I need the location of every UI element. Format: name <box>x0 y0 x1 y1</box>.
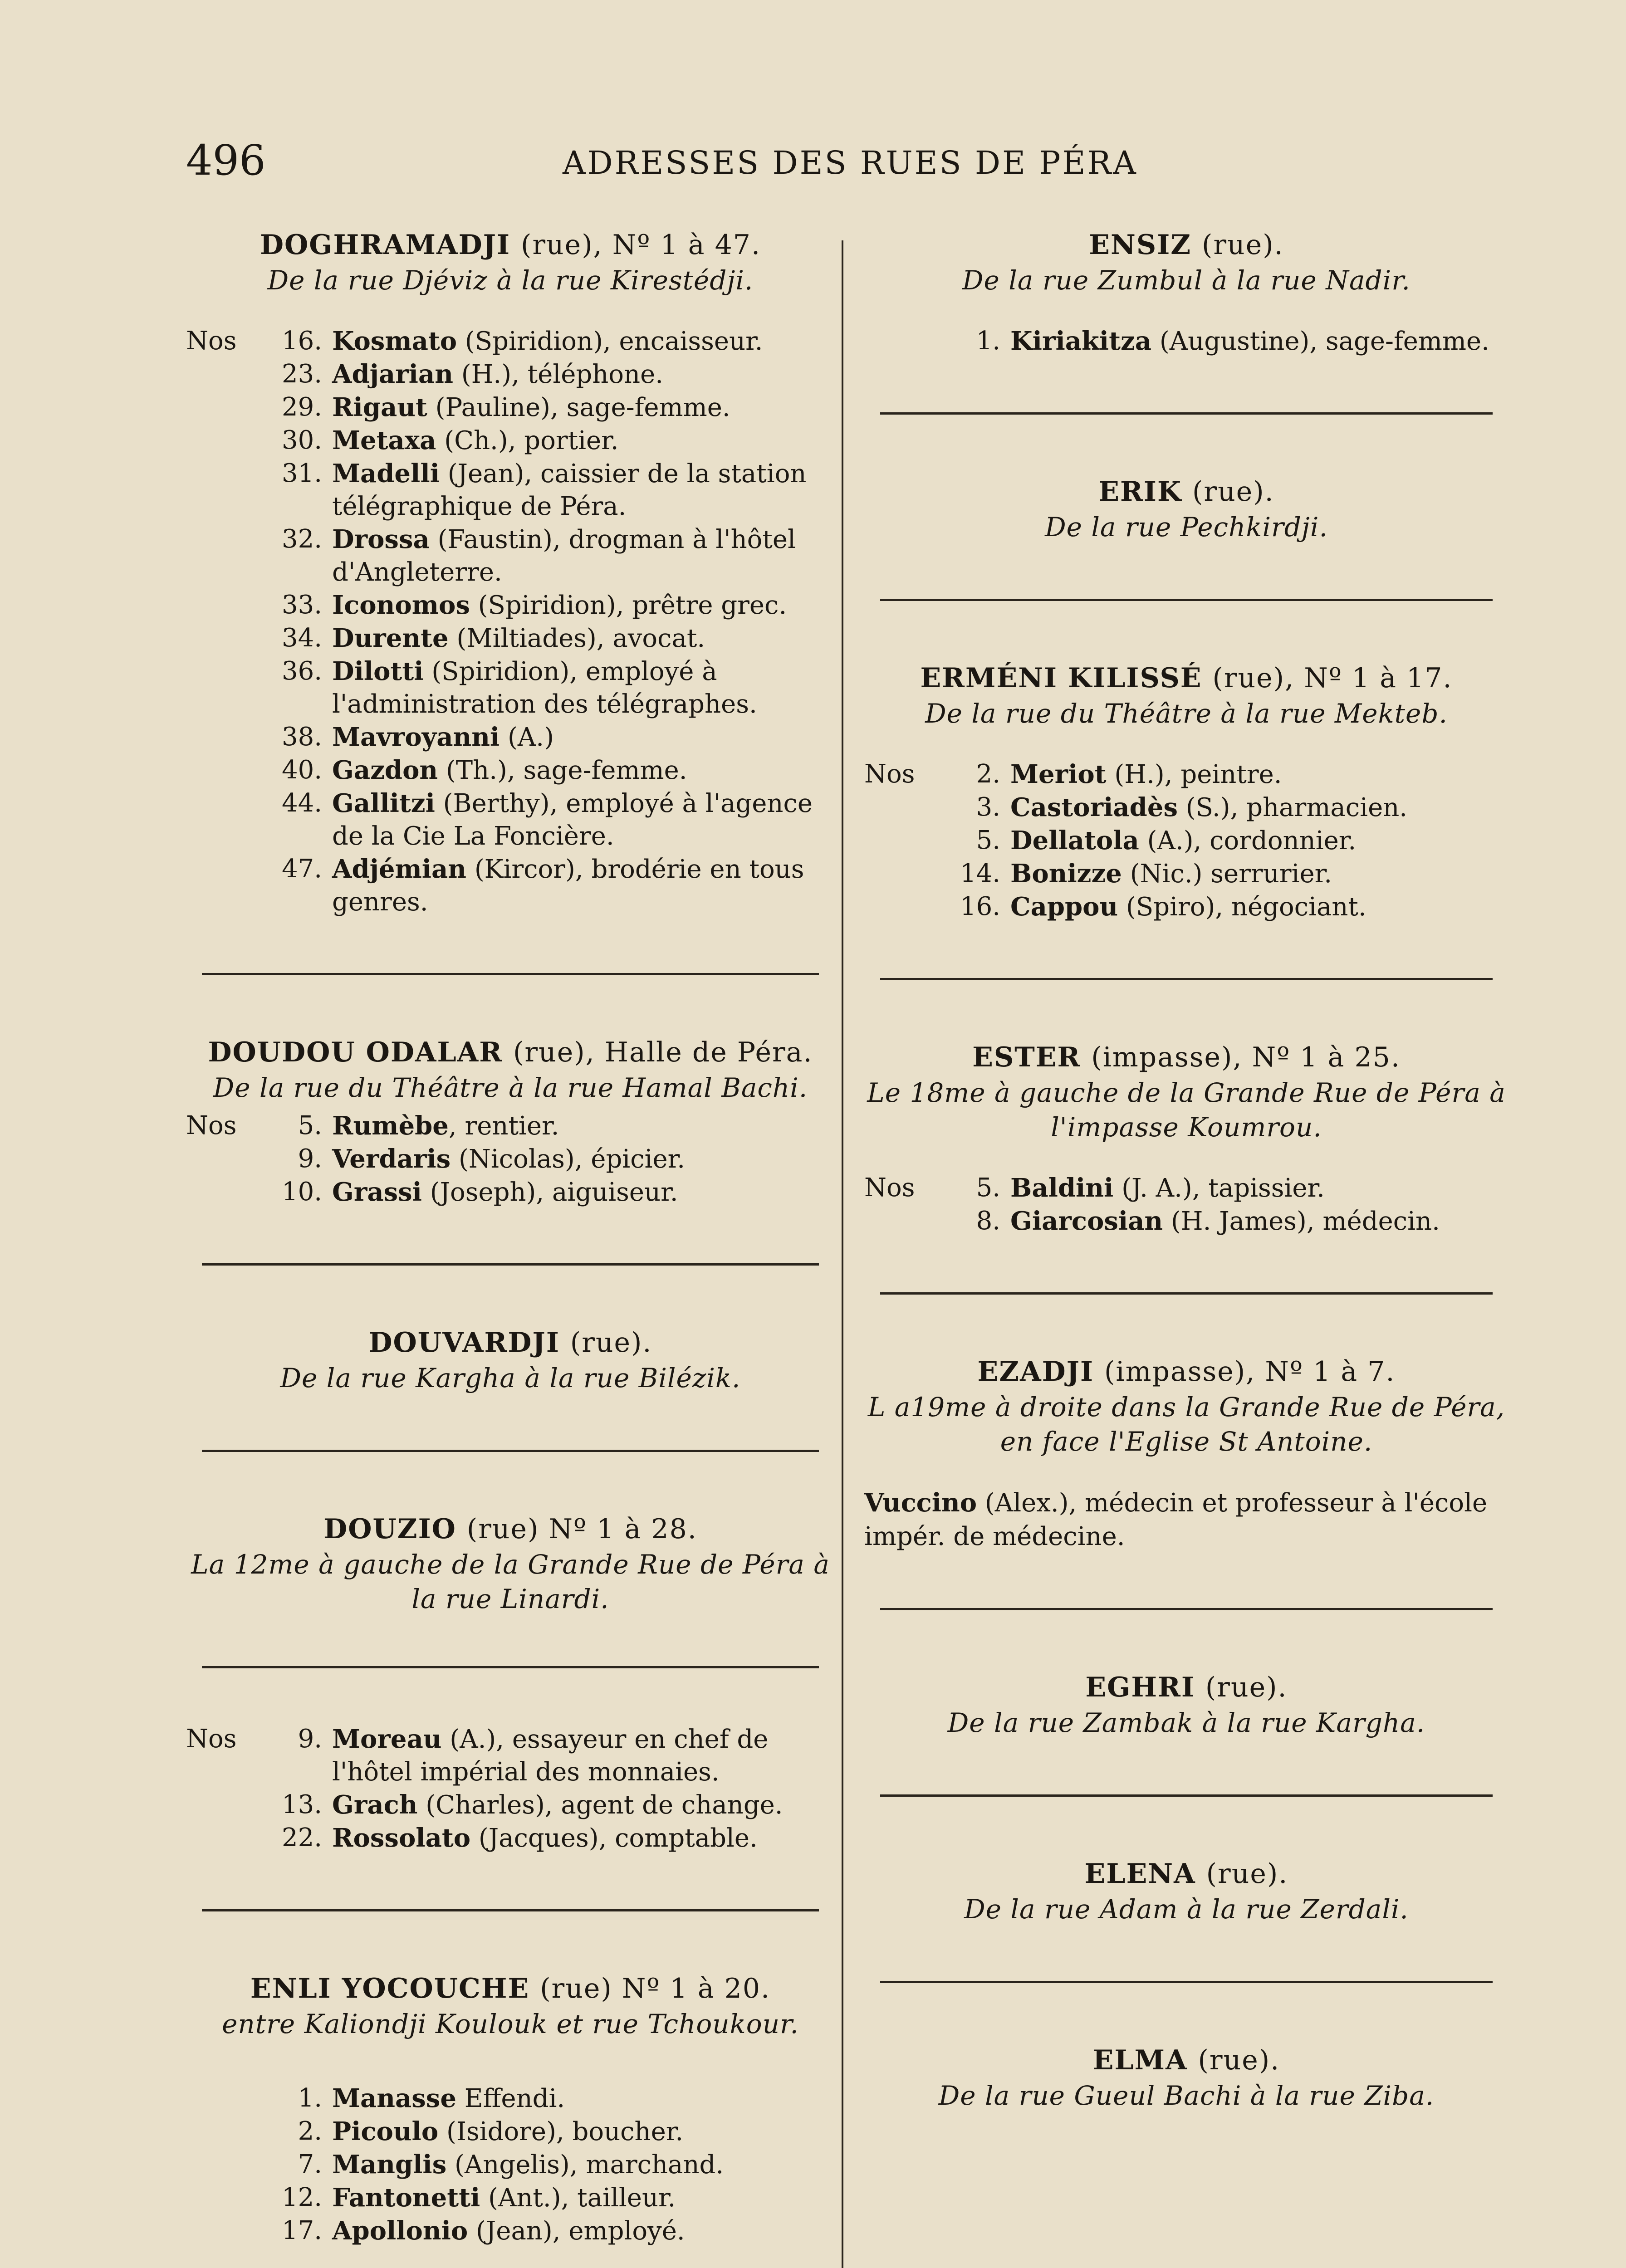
street-info: (impasse), Nº 1 à 25. <box>1091 1041 1401 1073</box>
divider <box>202 973 819 975</box>
street-subtitle: De la rue Gueul Bachi à la rue Ziba. <box>938 2080 1435 2111</box>
column-divider <box>842 240 843 2268</box>
entry-list <box>864 1172 1508 1238</box>
entry-row <box>186 523 835 589</box>
street-info: (rue), Nº 1 à 47. <box>520 229 761 261</box>
entry-name: Gallitzi <box>332 788 435 818</box>
street-info: (rue). <box>1198 2044 1280 2076</box>
entry-text <box>332 523 835 589</box>
entry-name: Kiriakitza <box>1010 326 1152 356</box>
entry-row <box>186 589 835 622</box>
entry-name: Verdaris <box>332 1144 451 1174</box>
entry-details: (Angelis), marchand. <box>446 2150 724 2180</box>
entry-details: (Pauline), sage-femme. <box>427 393 730 422</box>
entry-list <box>864 758 1508 924</box>
entry-text <box>1010 791 1508 824</box>
street-title <box>864 660 1508 696</box>
entry-name: Grach <box>332 1790 418 1820</box>
right-column <box>864 227 1508 2113</box>
entry-prefix <box>186 655 259 721</box>
entry-row <box>186 391 835 424</box>
street-ezadji <box>864 1354 1508 1554</box>
entry-details: (A.) <box>500 723 554 752</box>
entry-text <box>332 391 835 424</box>
street-info: (rue). <box>1206 1858 1288 1890</box>
entry-number: 12. <box>281 2183 322 2212</box>
entry-details: (Jacques), comptable. <box>470 1823 758 1853</box>
entry-prefix <box>186 523 259 589</box>
entry-name: Meriot <box>1010 759 1107 789</box>
entry-number: 5. <box>976 1173 1000 1202</box>
entry-text <box>332 358 835 391</box>
entry-details: (Augustine), sage-femme. <box>1151 327 1489 356</box>
entry-text <box>332 721 835 754</box>
entry-row <box>864 791 1508 824</box>
street-name: DOUZIO <box>323 1513 456 1545</box>
entry-number: 13. <box>281 1790 322 1819</box>
entry-number: 9. <box>298 1144 322 1173</box>
entry-number: 5. <box>298 1111 322 1140</box>
entry-row <box>864 824 1508 857</box>
street-name: ERIK <box>1098 476 1182 508</box>
street-ester <box>864 1039 1508 1238</box>
entry-row <box>186 1110 835 1143</box>
entry-prefix <box>186 2082 259 2115</box>
street-subtitle: De la rue du Théâtre à la rue Mekteb. <box>925 698 1448 729</box>
entry-prefix: Nos <box>864 1173 915 1202</box>
entry-row <box>864 1172 1508 1205</box>
entry-name: Cappou <box>1010 892 1118 922</box>
entry-details: (Jean), employé. <box>468 2216 685 2246</box>
entry-text <box>332 1822 835 1855</box>
entry-number: 5. <box>976 826 1000 855</box>
entry-prefix <box>186 754 259 787</box>
entry-prefix <box>186 2115 259 2148</box>
street-name: ELMA <box>1092 2044 1188 2076</box>
entry-number: 10. <box>281 1177 322 1207</box>
street-name: ERMÉNI KILISSÉ <box>920 662 1202 694</box>
entry-text <box>332 622 835 655</box>
entry-row <box>186 787 835 853</box>
divider <box>202 1666 819 1668</box>
entry-name: Adjarian <box>332 359 453 389</box>
street-subtitle: De la rue Pechkirdji. <box>1045 512 1328 543</box>
street-doudou-odalar <box>186 1034 835 1209</box>
divider <box>202 1909 819 1911</box>
page-number: 496 <box>186 136 266 185</box>
resident-details: (Alex.), médecin et professeur à l'école impér. de médecine. <box>864 1488 1488 1551</box>
entry-prefix <box>186 424 259 457</box>
entry-details: (Nic.) serrurier. <box>1122 859 1332 889</box>
entry-details: (H.), téléphone. <box>453 360 664 389</box>
entry-text <box>332 754 835 787</box>
entry-list <box>864 325 1508 358</box>
resident-name: Vuccino <box>864 1488 977 1518</box>
entry-number: 44. <box>281 788 322 818</box>
street-doghramadji <box>186 227 835 919</box>
entry-name: Gazdon <box>332 755 438 785</box>
entry-details: (Spiro), négociant. <box>1118 892 1366 922</box>
entry-number: 29. <box>281 392 322 422</box>
divider <box>880 412 1493 415</box>
entry-details: (Isidore), boucher. <box>438 2117 684 2146</box>
entry-text <box>1010 1172 1508 1205</box>
street-info: (rue) Nº 1 à 20. <box>540 1973 771 2004</box>
entry-details: (S.), pharmacien. <box>1177 793 1408 822</box>
entry-row <box>186 2115 835 2148</box>
entry-row <box>186 1176 835 1209</box>
street-name: EGHRI <box>1085 1672 1195 1703</box>
entry-text <box>332 1176 835 1209</box>
running-title: ADRESSES DES RUES DE PÉRA <box>563 144 1138 181</box>
street-name: ESTER <box>972 1041 1081 1073</box>
entry-row <box>186 424 835 457</box>
entry-name: Giarcosian <box>1010 1206 1163 1236</box>
resident-paragraph <box>864 1486 1508 1554</box>
entry-name: Durente <box>332 623 449 653</box>
entry-prefix <box>186 2181 259 2214</box>
entry-name: Rossolato <box>332 1823 471 1853</box>
entry-number: 2. <box>976 759 1000 789</box>
street-subtitle: De la rue Kargha à la rue Bilézik. <box>280 1363 741 1393</box>
entry-prefix <box>186 457 259 523</box>
entry-prefix: Nos <box>186 1111 237 1140</box>
street-name: ENLI YOCOUCHE <box>250 1973 530 2004</box>
entry-number: 36. <box>281 656 322 686</box>
street-name: ENSIZ <box>1089 229 1192 261</box>
entry-details: , rentier. <box>448 1111 559 1141</box>
entry-row <box>186 358 835 391</box>
entry-number: 8. <box>976 1206 1000 1236</box>
divider <box>202 1263 819 1266</box>
street-title <box>864 1354 1508 1390</box>
street-name: DOUVARDJI <box>368 1327 560 1359</box>
entry-details: (Ch.), portier. <box>436 426 619 455</box>
entry-details: (Nicolas), épicier. <box>451 1144 686 1174</box>
street-name: ELENA <box>1084 1858 1196 1890</box>
entry-row <box>864 857 1508 890</box>
street-info: (rue). <box>570 1327 652 1359</box>
entry-name: Dellatola <box>1010 826 1139 855</box>
entry-name: Fantonetti <box>332 2183 480 2213</box>
street-info: (rue). <box>1201 229 1284 261</box>
entry-prefix <box>186 1143 259 1176</box>
entry-row <box>186 655 835 721</box>
street-ensiz <box>864 227 1508 358</box>
entry-number: 9. <box>298 1724 322 1754</box>
entry-text <box>1010 758 1508 791</box>
entry-prefix <box>186 2148 259 2181</box>
entry-details: (Jean), caissier de la station télégraphique de Péra. <box>332 459 807 521</box>
street-title <box>186 1511 835 1547</box>
entry-number: 23. <box>281 359 322 389</box>
entry-number: 14. <box>960 859 1000 888</box>
entry-prefix <box>186 1822 259 1855</box>
entry-details: (Kircor), brodérie en tous genres. <box>332 855 804 917</box>
street-elena <box>864 1856 1508 1926</box>
street-douvardji <box>186 1325 835 1395</box>
entry-number: 38. <box>281 722 322 752</box>
divider <box>880 1794 1493 1797</box>
entry-name: Grassi <box>332 1177 422 1207</box>
divider <box>880 978 1493 980</box>
entry-number: 47. <box>281 854 322 884</box>
street-subtitle: entre Kaliondji Koulouk et rue Tchoukour. <box>222 2009 799 2039</box>
entry-name: Baldini <box>1010 1173 1114 1203</box>
entry-details: (Th.), sage-femme. <box>438 756 687 785</box>
street-enli-yocouche <box>186 1970 835 2248</box>
entry-details: (Faustin), drogman à l'hôtel d'Angleterre. <box>332 525 796 587</box>
entry-row <box>186 2214 835 2248</box>
street-title <box>186 227 835 263</box>
entry-text <box>332 655 835 721</box>
entry-number: 16. <box>960 892 1000 921</box>
entry-name: Picoulo <box>332 2116 439 2146</box>
entry-list <box>186 1723 835 1855</box>
street-info: (rue), Nº 1 à 17. <box>1212 662 1453 694</box>
entry-name: Manasse <box>332 2083 456 2113</box>
entry-details: (Spiridion), prêtre grec. <box>470 591 787 620</box>
street-title <box>864 2042 1508 2078</box>
entry-prefix <box>864 890 937 924</box>
entry-text <box>332 2115 835 2148</box>
entry-number: 31. <box>281 459 322 488</box>
entry-prefix <box>864 791 937 824</box>
entry-text <box>332 457 835 523</box>
entry-name: Drossa <box>332 524 430 554</box>
entry-prefix <box>186 1176 259 1209</box>
entry-details: (Ant.), tailleur. <box>480 2183 676 2213</box>
entry-details: (Spiridion), employé à l'administration des télégraphes. <box>332 657 757 719</box>
entry-prefix: Nos <box>186 1724 237 1754</box>
entry-name: Bonizze <box>1010 859 1122 889</box>
entry-row <box>186 2148 835 2181</box>
entry-number: 34. <box>281 623 322 653</box>
entry-number: 17. <box>281 2216 322 2245</box>
entry-name: Metaxa <box>332 425 436 455</box>
entry-name: Kosmato <box>332 326 457 356</box>
entry-name: Moreau <box>332 1724 442 1754</box>
street-title <box>864 1669 1508 1706</box>
entry-text <box>1010 824 1508 857</box>
entry-prefix: Nos <box>186 326 237 356</box>
entry-number: 30. <box>281 425 322 455</box>
entry-name: Iconomos <box>332 590 470 620</box>
entry-text <box>332 2181 835 2214</box>
entry-row <box>186 1822 835 1855</box>
street-erik <box>864 474 1508 544</box>
street-subtitle: L a19me à droite dans la Grande Rue de Péra, en face l'Eglise St Antoine. <box>867 1392 1505 1457</box>
entry-prefix <box>864 857 937 890</box>
entry-text <box>332 1110 835 1143</box>
entry-row <box>186 457 835 523</box>
entry-name: Castoriadès <box>1010 792 1178 822</box>
street-subtitle: Le 18me à gauche de la Grande Rue de Péra à l'impasse Koumrou. <box>867 1077 1506 1143</box>
street-name: DOGHRAMADJI <box>260 229 511 261</box>
entry-details: (Joseph), aiguiseur. <box>421 1178 678 1207</box>
entry-prefix <box>186 2214 259 2248</box>
entry-row <box>186 754 835 787</box>
entry-details: (A.), cordonnier. <box>1139 826 1357 855</box>
entry-text <box>332 787 835 853</box>
street-title <box>186 1034 835 1070</box>
entry-row <box>186 325 835 358</box>
entry-row <box>186 2082 835 2115</box>
entry-text <box>332 1789 835 1822</box>
entry-prefix <box>864 1205 937 1238</box>
entry-details: (H. James), médecin. <box>1163 1207 1440 1236</box>
divider <box>880 1292 1493 1295</box>
entry-name: Mavroyanni <box>332 722 500 752</box>
divider <box>880 1608 1493 1610</box>
entry-name: Manglis <box>332 2150 447 2180</box>
entry-row <box>864 1205 1508 1238</box>
entry-details: (Miltiades), avocat. <box>448 624 705 653</box>
entry-text <box>332 2148 835 2181</box>
entry-list <box>186 325 835 919</box>
entry-prefix <box>186 391 259 424</box>
entry-name: Madelli <box>332 459 440 489</box>
entry-text <box>332 1723 835 1789</box>
entry-number: 16. <box>281 326 322 356</box>
street-subtitle: De la rue du Théâtre à la rue Hamal Bachi. <box>213 1072 808 1103</box>
divider <box>202 1450 819 1452</box>
entry-prefix <box>186 721 259 754</box>
entry-prefix <box>186 589 259 622</box>
street-subtitle: De la rue Zambak à la rue Kargha. <box>947 1707 1425 1738</box>
street-title <box>864 474 1508 510</box>
street-subtitle: La 12me à gauche de la Grande Rue de Péra à la rue Linardi. <box>191 1549 830 1614</box>
entry-text <box>332 853 835 919</box>
entry-text <box>1010 890 1508 924</box>
street-subtitle: De la rue Zumbul à la rue Nadir. <box>962 265 1411 296</box>
street-douzio <box>186 1511 835 1855</box>
entry-row <box>864 325 1508 358</box>
entry-details: (Berthy), employé à l'agence de la Cie La Foncière. <box>332 789 813 851</box>
entry-details: (H.), peintre. <box>1106 760 1282 789</box>
street-subtitle: De la rue Djéviz à la rue Kirestédji. <box>267 265 754 296</box>
entry-name: Rumèbe <box>332 1111 449 1141</box>
divider <box>880 599 1493 601</box>
street-info: (rue). <box>1205 1672 1288 1703</box>
entry-row <box>186 1789 835 1822</box>
entry-number: 33. <box>281 590 322 620</box>
entry-list <box>186 2082 835 2248</box>
entry-prefix <box>186 1789 259 1822</box>
entry-prefix <box>186 787 259 853</box>
street-info: (rue), Halle de Péra. <box>513 1036 813 1068</box>
street-subtitle: De la rue Adam à la rue Zerdali. <box>964 1894 1409 1925</box>
entry-details: Effendi. <box>456 2084 565 2113</box>
entry-number: 2. <box>298 2116 322 2146</box>
entry-details: (J. A.), tapissier. <box>1113 1173 1325 1203</box>
entry-text <box>332 1143 835 1176</box>
entry-prefix <box>186 358 259 391</box>
street-info: (impasse), Nº 1 à 7. <box>1104 1356 1396 1388</box>
entry-prefix <box>864 824 937 857</box>
entry-prefix <box>186 853 259 919</box>
entry-text <box>332 2214 835 2248</box>
entry-details: (Spiridion), encaisseur. <box>457 327 763 356</box>
street-name: DOUDOU ODALAR <box>208 1036 503 1068</box>
entry-row <box>186 853 835 919</box>
entry-number: 3. <box>976 792 1000 822</box>
street-title <box>186 1325 835 1361</box>
entry-number: 1. <box>298 2083 322 2113</box>
entry-row <box>864 758 1508 791</box>
entry-name: Rigaut <box>332 392 427 422</box>
entry-prefix: Nos <box>864 759 915 789</box>
entry-number: 7. <box>298 2150 322 2179</box>
street-info: (rue) Nº 1 à 28. <box>466 1513 697 1545</box>
entry-text <box>332 2082 835 2115</box>
entry-row <box>186 2181 835 2214</box>
entry-name: Adjémian <box>332 854 467 884</box>
entry-details: (Charles), agent de change. <box>417 1790 783 1820</box>
entry-text <box>1010 325 1508 358</box>
street-name: EZADJI <box>977 1356 1094 1388</box>
entry-row <box>186 1723 835 1789</box>
entry-details: (A.), essayeur en chef de l'hôtel impérial des monnaies. <box>332 1725 769 1787</box>
entry-number: 1. <box>976 326 1000 356</box>
entry-number: 22. <box>281 1823 322 1853</box>
entry-text <box>332 424 835 457</box>
street-title <box>186 1970 835 2007</box>
street-title <box>864 1039 1508 1075</box>
entry-row <box>864 890 1508 924</box>
entry-number: 32. <box>281 524 322 554</box>
entry-row <box>186 1143 835 1176</box>
street-title <box>864 227 1508 263</box>
left-column <box>186 227 835 2248</box>
entry-name: Apollonio <box>332 2216 468 2246</box>
entry-prefix <box>186 622 259 655</box>
entry-prefix <box>864 325 937 358</box>
entry-text <box>1010 1205 1508 1238</box>
entry-text <box>332 325 835 358</box>
street-elma <box>864 2042 1508 2113</box>
entry-text <box>1010 857 1508 890</box>
street-ermeni-kilisse <box>864 660 1508 924</box>
entry-row <box>186 721 835 754</box>
entry-number: 40. <box>281 755 322 785</box>
entry-row <box>186 622 835 655</box>
entry-text <box>332 589 835 622</box>
street-title <box>864 1856 1508 1892</box>
street-info: (rue). <box>1192 476 1274 508</box>
divider <box>880 1981 1493 1983</box>
entry-list <box>186 1110 835 1209</box>
street-eghri <box>864 1669 1508 1740</box>
entry-name: Dilotti <box>332 656 424 686</box>
